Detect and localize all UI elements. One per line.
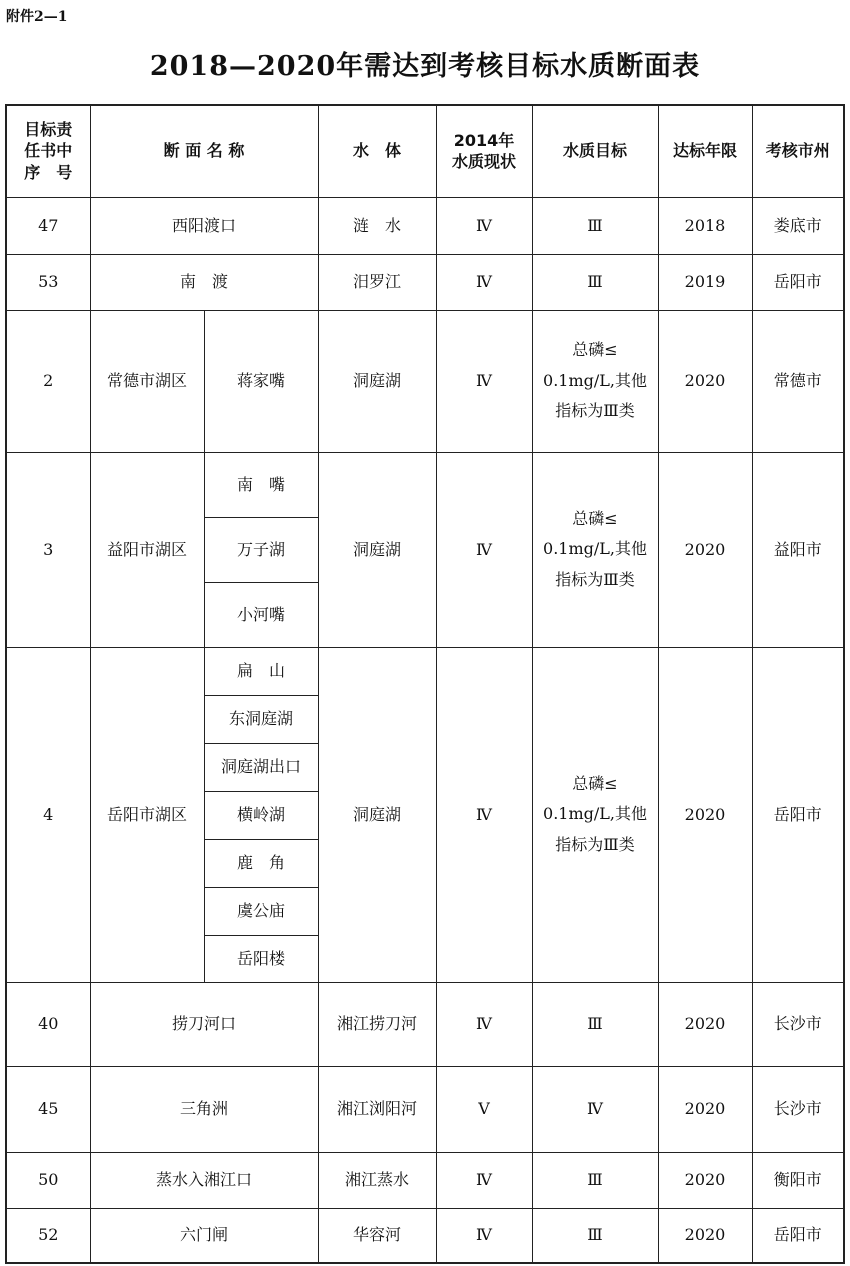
cell-area: 常德市湖区 <box>90 310 204 452</box>
cell-sub-section: 虞公庙 <box>204 887 318 935</box>
table-row <box>6 982 844 1066</box>
table-row <box>6 452 844 517</box>
table-row <box>6 647 844 695</box>
attachment-label: 附件2—1 <box>6 9 68 25</box>
cell-water: 湘江浏阳河 <box>318 1066 436 1152</box>
cell-status: Ⅳ <box>436 1152 532 1208</box>
cell-water: 湘江捞刀河 <box>318 982 436 1066</box>
cell-target: Ⅲ <box>532 1152 658 1208</box>
table-row <box>6 197 844 254</box>
cell-year: 2020 <box>658 1208 752 1263</box>
cell-water: 湘江蒸水 <box>318 1152 436 1208</box>
cell-sub-section: 蒋家嘴 <box>204 310 318 452</box>
cell-water: 洞庭湖 <box>318 452 436 647</box>
cell-status: Ⅳ <box>436 197 532 254</box>
cell-area: 岳阳市湖区 <box>90 647 204 982</box>
cell-no: 52 <box>6 1208 90 1263</box>
cell-sub-section: 岳阳楼 <box>204 935 318 982</box>
cell-city: 长沙市 <box>752 1066 844 1152</box>
page-title: 2018—2020年需达到考核目标水质断面表 <box>149 51 701 82</box>
cell-city: 长沙市 <box>752 982 844 1066</box>
cell-target: 总磷≤ 0.1mg/L,其他 指标为Ⅲ类 <box>532 647 658 982</box>
table-row <box>6 1066 844 1152</box>
cell-city: 益阳市 <box>752 452 844 647</box>
cell-status: Ⅳ <box>436 1208 532 1263</box>
cell-no: 4 <box>6 647 90 982</box>
cell-target: Ⅳ <box>532 1066 658 1152</box>
cell-target: 总磷≤ 0.1mg/L,其他 指标为Ⅲ类 <box>532 310 658 452</box>
cell-no: 3 <box>6 452 90 647</box>
cell-water: 涟 水 <box>318 197 436 254</box>
cell-city: 娄底市 <box>752 197 844 254</box>
cell-status: Ⅳ <box>436 982 532 1066</box>
cell-city: 岳阳市 <box>752 1208 844 1263</box>
table-row <box>6 1152 844 1208</box>
header-city: 考核市州 <box>752 105 844 197</box>
cell-sub-section: 万子湖 <box>204 517 318 582</box>
cell-water: 汨罗江 <box>318 254 436 310</box>
cell-target: Ⅲ <box>532 197 658 254</box>
cell-no: 53 <box>6 254 90 310</box>
cell-water: 华容河 <box>318 1208 436 1263</box>
cell-city: 岳阳市 <box>752 647 844 982</box>
cell-year: 2020 <box>658 452 752 647</box>
cell-sub-section: 南 嘴 <box>204 452 318 517</box>
cell-status: Ⅳ <box>436 647 532 982</box>
cell-city: 衡阳市 <box>752 1152 844 1208</box>
cell-target: Ⅲ <box>532 982 658 1066</box>
header-water-body: 水 体 <box>318 105 436 197</box>
table-row <box>6 1208 844 1263</box>
cell-status: Ⅳ <box>436 254 532 310</box>
cell-sub-section: 小河嘴 <box>204 582 318 647</box>
cell-sub-section: 鹿 角 <box>204 839 318 887</box>
cell-water: 洞庭湖 <box>318 310 436 452</box>
cell-year: 2018 <box>658 197 752 254</box>
cell-target: Ⅲ <box>532 1208 658 1263</box>
cell-water: 洞庭湖 <box>318 647 436 982</box>
cell-target: Ⅲ <box>532 254 658 310</box>
cell-section: 南 渡 <box>90 254 318 310</box>
cell-no: 50 <box>6 1152 90 1208</box>
cell-city: 岳阳市 <box>752 254 844 310</box>
cell-status: Ⅳ <box>436 452 532 647</box>
header-status: 2014年 水质现状 <box>436 105 532 197</box>
cell-area: 益阳市湖区 <box>90 452 204 647</box>
cell-sub-section: 扁 山 <box>204 647 318 695</box>
cell-year: 2020 <box>658 1152 752 1208</box>
cell-section: 西阳渡口 <box>90 197 318 254</box>
cell-year: 2020 <box>658 310 752 452</box>
cell-status: Ⅳ <box>436 310 532 452</box>
header-section: 断 面 名 称 <box>90 105 318 197</box>
header-index: 目标责 任书中 序 号 <box>6 105 90 197</box>
cell-year: 2020 <box>658 982 752 1066</box>
cell-target: 总磷≤ 0.1mg/L,其他 指标为Ⅲ类 <box>532 452 658 647</box>
cell-no: 45 <box>6 1066 90 1152</box>
water-quality-table <box>5 104 845 1264</box>
cell-sub-section: 东洞庭湖 <box>204 695 318 743</box>
cell-section: 三角洲 <box>90 1066 318 1152</box>
header-row <box>6 105 844 197</box>
cell-sub-section: 洞庭湖出口 <box>204 743 318 791</box>
cell-section: 蒸水入湘江口 <box>90 1152 318 1208</box>
cell-no: 47 <box>6 197 90 254</box>
header-target: 水质目标 <box>532 105 658 197</box>
cell-no: 2 <box>6 310 90 452</box>
cell-year: 2020 <box>658 647 752 982</box>
cell-status: Ⅴ <box>436 1066 532 1152</box>
cell-no: 40 <box>6 982 90 1066</box>
cell-year: 2020 <box>658 1066 752 1152</box>
header-deadline: 达标年限 <box>658 105 752 197</box>
cell-city: 常德市 <box>752 310 844 452</box>
table-row <box>6 254 844 310</box>
table-row <box>6 310 844 452</box>
cell-section: 六门闸 <box>90 1208 318 1263</box>
cell-sub-section: 横岭湖 <box>204 791 318 839</box>
cell-section: 捞刀河口 <box>90 982 318 1066</box>
cell-year: 2019 <box>658 254 752 310</box>
